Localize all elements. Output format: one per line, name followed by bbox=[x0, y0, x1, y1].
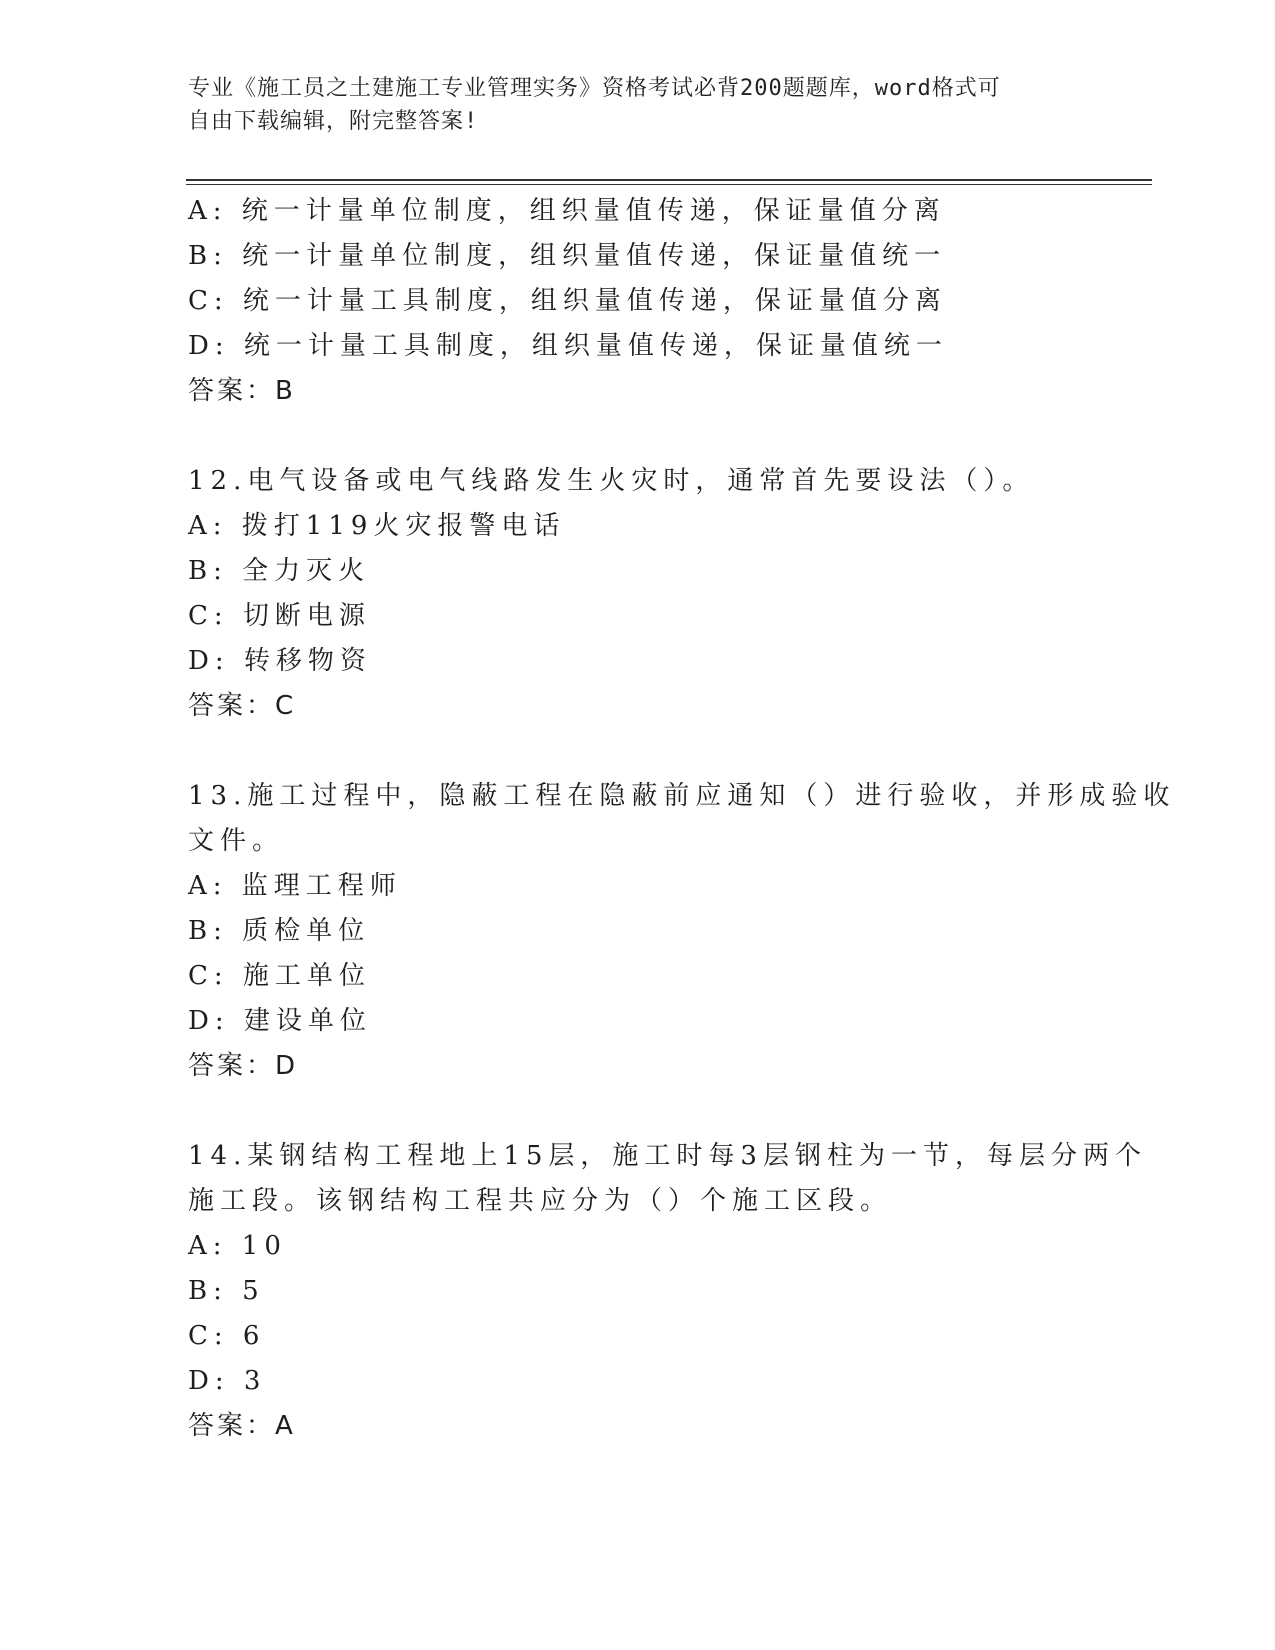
q14-answer: 答案：A bbox=[188, 1411, 296, 1441]
q14-option-a: A: 10 bbox=[188, 1231, 287, 1261]
q14-option-b: B: 5 bbox=[188, 1276, 265, 1306]
header-divider-bottom bbox=[186, 184, 1152, 185]
q13-option-a: A: 监理工程师 bbox=[188, 871, 402, 901]
q12-option-c: C: 切断电源 bbox=[188, 601, 371, 631]
q12-option-b: B: 全力灭火 bbox=[188, 556, 371, 586]
q13-question-line-2: 文件。 bbox=[188, 826, 285, 856]
q11-option-c: C: 统一计量工具制度，组织量值传递，保证量值分离 bbox=[188, 286, 947, 316]
q12-answer: 答案：C bbox=[188, 691, 297, 721]
q12-option-d: D: 转移物资 bbox=[188, 646, 372, 676]
q13-answer: 答案：D bbox=[188, 1051, 299, 1081]
document-header bbox=[188, 72, 1068, 138]
q11-option-a: A: 统一计量单位制度，组织量值传递，保证量值分离 bbox=[188, 196, 946, 226]
q14-option-d: D: 3 bbox=[188, 1366, 267, 1396]
header-line-2: 自由下载编辑，附完整答案! bbox=[188, 109, 479, 134]
q13-option-d: D: 建设单位 bbox=[188, 1006, 372, 1036]
q13-option-c: C: 施工单位 bbox=[188, 961, 371, 991]
q12-option-a: A: 拨打119火灾报警电话 bbox=[188, 511, 566, 541]
q13-option-b: B: 质检单位 bbox=[188, 916, 371, 946]
q11-answer: 答案：B bbox=[188, 376, 296, 406]
q14-question-line-2: 施工段。该钢结构工程共应分为（）个施工区段。 bbox=[188, 1186, 893, 1216]
q11-option-d: D: 统一计量工具制度，组织量值传递，保证量值统一 bbox=[188, 331, 948, 361]
header-line-1: 专业《施工员之土建施工专业管理实务》资格考试必背200题题库，word格式可 bbox=[188, 76, 1001, 101]
q12-question: 12.电气设备或电气线路发生火灾时，通常首先要设法（）。 bbox=[188, 466, 1035, 496]
q14-question-line-1: 14.某钢结构工程地上15层，施工时每3层钢柱为一节，每层分两个 bbox=[188, 1141, 1147, 1171]
q14-option-c: C: 6 bbox=[188, 1321, 266, 1351]
header-divider-top bbox=[186, 179, 1152, 181]
q13-question-line-1: 13.施工过程中，隐蔽工程在隐蔽前应通知（）进行验收，并形成验收 bbox=[188, 781, 1176, 811]
q11-option-b: B: 统一计量单位制度，组织量值传递，保证量值统一 bbox=[188, 241, 947, 271]
